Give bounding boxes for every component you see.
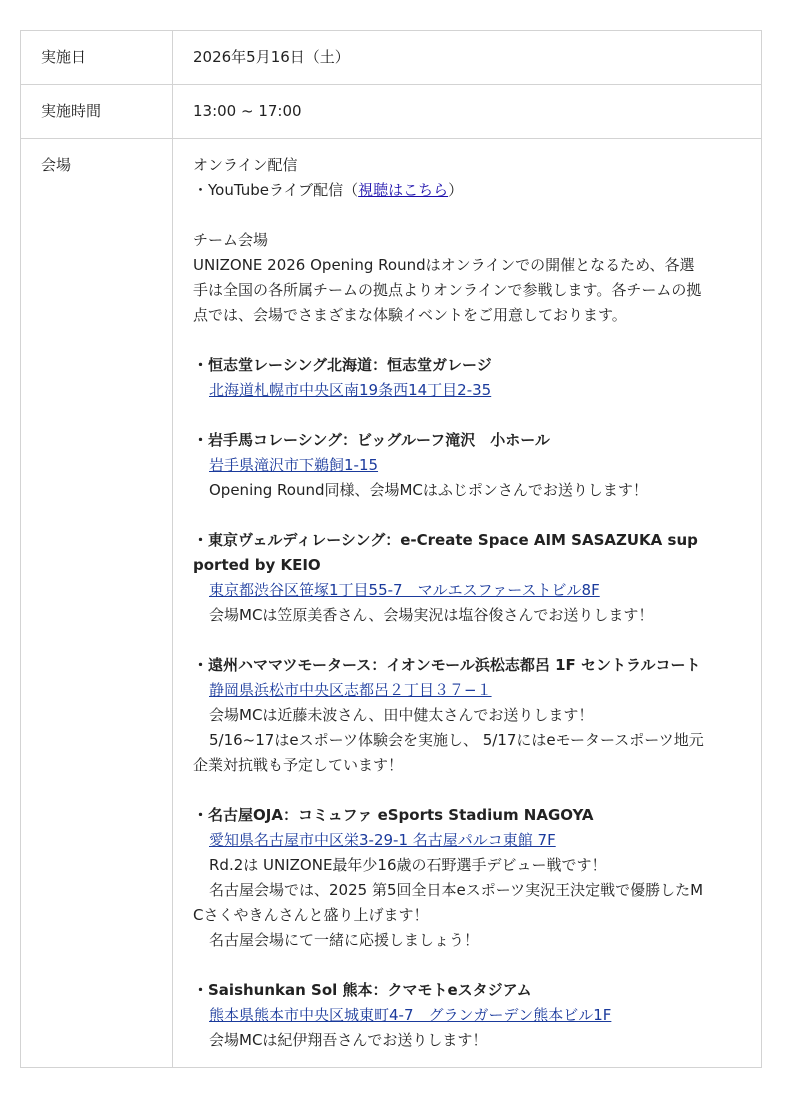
row-date [21,31,762,85]
online-heading: オンライン配信 [193,156,298,174]
venue-note-enshu-2-cont: 企業対抗戦も予定しています！ [193,756,404,774]
venue-title-enshu: ・遠州ハママツモータース：イオンモール浜松志都呂 1F セントラルコート [193,656,701,674]
event-info [20,30,762,1068]
venue-title-tokyo-cont: ported by KEIO [193,556,321,574]
team-heading: チーム会場 [193,231,269,249]
venue-note-nagoya-2-cont: Cさくやきんさんと盛り上げます！ [193,906,429,924]
address-link-nagoya[interactable]: 愛知県名古屋市中区栄3-29-1 名古屋パルコ東館 7F [209,831,556,849]
youtube-prefix: ・YouTubeライブ配信（ [193,181,359,199]
date-label: 実施日 [21,31,173,85]
event-info-table [20,30,762,1068]
address-link-enshu[interactable]: 静岡県浜松市中央区志都呂２丁目３７−１ [209,681,492,699]
intro-line-3: 点では、会場でさまざまな体験イベントをご用意しております。 [193,306,627,324]
address-link-hokkaido[interactable]: 北海道札幌市中央区南19条西14丁目2-35 [209,381,492,399]
venue-note-kumamoto: 会場MCは紀伊翔吾さんでお送りします！ [209,1031,488,1049]
venue-title-hokkaido: ・恒志堂レーシング北海道：恒志堂ガレージ [193,356,492,374]
date-value: 2026年5月16日（土） [173,31,762,85]
youtube-watch-link[interactable]: 視聴はこちら [358,181,449,199]
youtube-suffix: ） [448,181,464,199]
venue-title-kumamoto: ・Saishunkan Sol 熊本：クマモトeスタジアム [193,981,532,999]
venue-note-nagoya-3: 名古屋会場にて一緒に応援しましょう！ [209,931,480,949]
venue-note-nagoya-1: Rd.2は UNIZONE最年少16歳の石野選手デビュー戦です！ [209,856,607,874]
venue-note-tokyo: 会場MCは笠原美香さん、会場実況は塩谷俊さんでお送りします！ [209,606,654,624]
venue-value [173,139,762,1068]
venue-title-iwate: ・岩手馬コレーシング：ビッグルーフ滝沢 小ホール [193,431,550,449]
address-link-kumamoto[interactable]: 熊本県熊本市中央区城東町4-7 グランガーデン熊本ビル1F [209,1006,612,1024]
time-value: 13:00 ~ 17:00 [173,85,762,139]
venue-note-nagoya-2: 名古屋会場では、2025 第5回全日本eスポーツ実況王決定戦で優勝したM [209,881,704,899]
venue-note-enshu-1: 会場MCは近藤未波さん、田中健太さんでお送りします！ [209,706,594,724]
time-label: 実施時間 [21,85,173,139]
intro-line-2: 手は全国の各所属チームの拠点よりオンラインで参戦します。各チームの拠 [193,281,702,299]
row-time [21,85,762,139]
venue-label: 会場 [21,139,173,1068]
venue-title-tokyo: ・東京ヴェルディレーシング：e-Create Space AIM SASAZUKA sup [193,531,698,549]
venue-note-iwate: Opening Round同様、会場MCはふじポンさんでお送りします！ [209,481,648,499]
address-link-iwate[interactable]: 岩手県滝沢市下鵜飼1-15 [209,456,379,474]
intro-line-1: UNIZONE 2026 Opening Roundはオンラインでの開催となるため、各選 [193,256,695,274]
venue-title-nagoya: ・名古屋OJA：コミュファ eSports Stadium NAGOYA [193,806,594,824]
row-venue [21,139,762,1068]
venue-note-enshu-2: 5/16~17はeスポーツ体験会を実施し、 5/17にはeモータースポーツ地元 [209,731,704,749]
address-link-tokyo[interactable]: 東京都渋谷区笹塚1丁目55-7 マルエスファーストビル8F [209,581,600,599]
youtube-line [193,178,741,203]
